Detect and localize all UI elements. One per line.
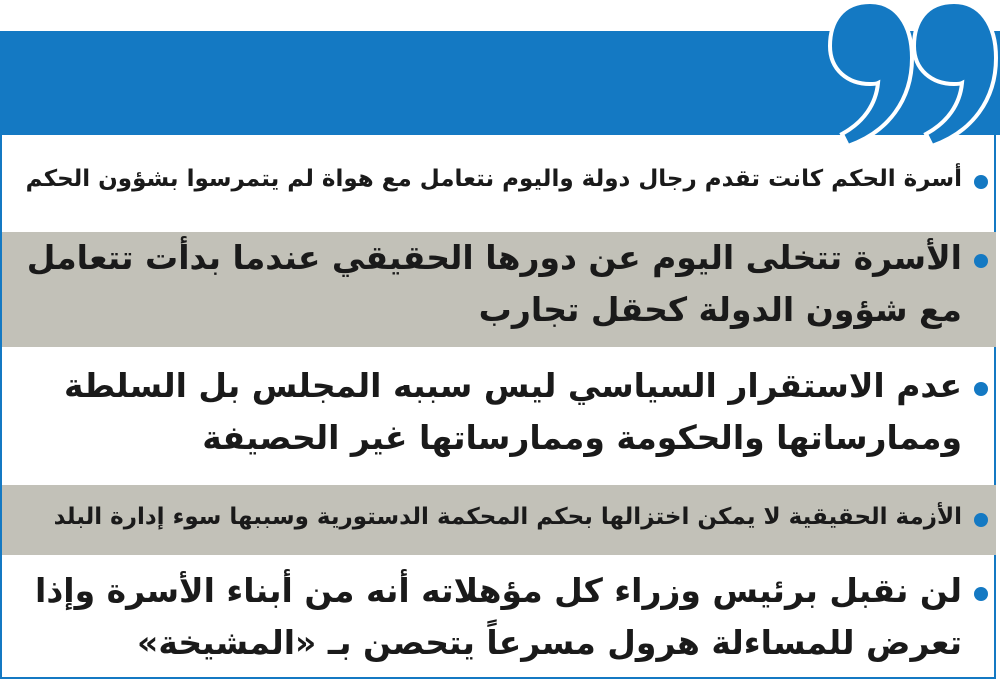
- list-item: [2, 360, 996, 475]
- list-item-text: الأسرة تتخلى اليوم عن دورها الحقيقي عندما بدأت تتعامل مع شؤون الدولة كحقل تجارب: [26, 238, 962, 329]
- bullet-dot-icon: [974, 254, 988, 268]
- bullet-dot-icon: [974, 513, 988, 527]
- list-item: [2, 153, 996, 213]
- list-item-text: أسرة الحكم كانت تقدم رجال دولة واليوم نتعامل مع هواة لم يتمرسوا بشؤون الحكم: [25, 166, 962, 192]
- list-item-text: لن نقبل برئيس وزراء كل مؤهلاته أنه من أبناء الأسرة وإذا تعرض للمساءلة هرول مسرعاً يتحصن بـ «المشيخة»: [35, 571, 962, 662]
- list-item: [2, 565, 996, 680]
- list-item: [2, 485, 996, 555]
- bullet-dot-icon: [974, 587, 988, 601]
- list-item-text: عدم الاستقرار السياسي ليس سببه المجلس بل السلطة وممارساتها والحكومة وممارساتها غير الحصيفة: [64, 366, 962, 457]
- key-points-list: [2, 145, 996, 677]
- closing-double-quote-icon: [770, 0, 1000, 150]
- list-item: [2, 232, 996, 347]
- list-item-text: الأزمة الحقيقية لا يمكن اختزالها بحكم المحكمة الدستورية وسببها سوء إدارة البلد: [53, 504, 962, 530]
- bullet-dot-icon: [974, 175, 988, 189]
- bullet-dot-icon: [974, 382, 988, 396]
